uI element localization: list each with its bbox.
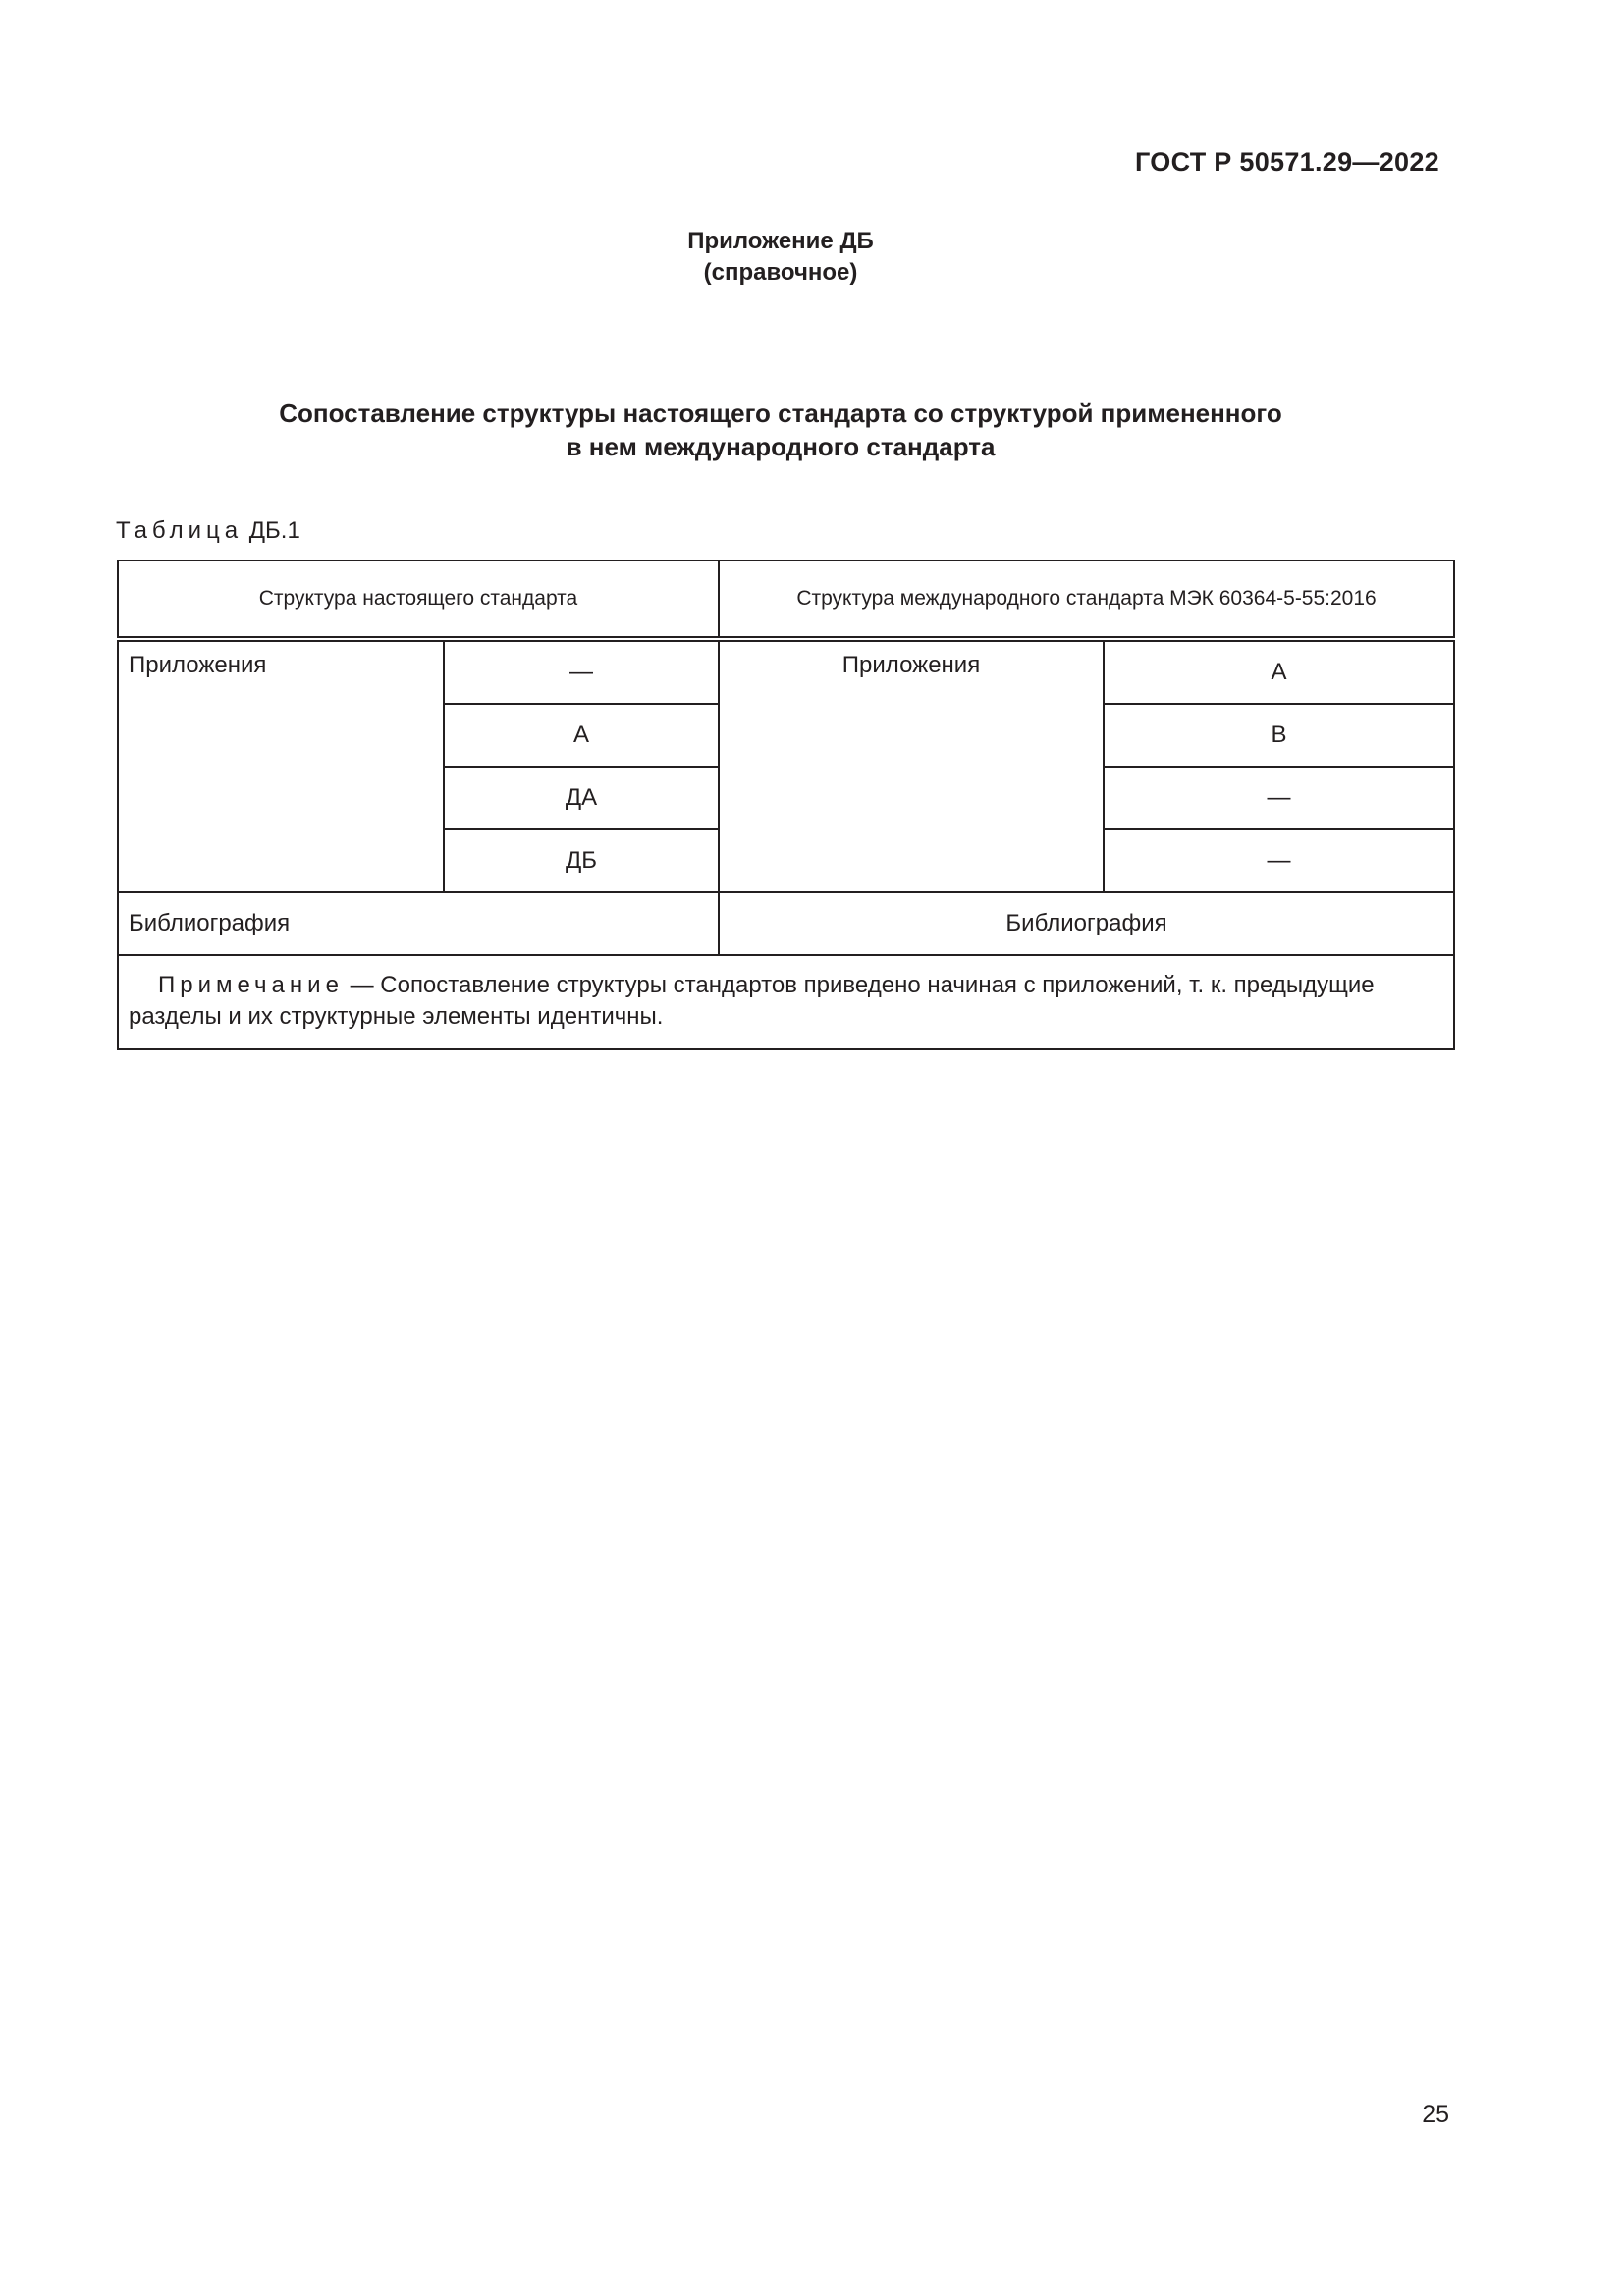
note-text: — Сопоставление структуры стандартов приведено начиная с приложений, т. к. предыдущие разделы и их структурные элементы идентичны. (129, 972, 1375, 1030)
right-annex-cell: — (1104, 767, 1454, 829)
note-label: Примечание (158, 972, 344, 998)
left-annex-cell: ДА (444, 767, 719, 829)
table-caption-label: Таблица (116, 517, 244, 544)
document-code: ГОСТ Р 50571.29—2022 (1135, 147, 1439, 177)
annex-title: Приложение ДБ (687, 228, 874, 254)
bibliography-left: Библиография (118, 892, 719, 955)
annex-kind: (справочное) (703, 259, 858, 286)
right-annex-cell: — (1104, 829, 1454, 892)
right-annex-cell: А (1104, 639, 1454, 704)
annex-heading (0, 226, 1561, 289)
left-section-label: Приложения (118, 639, 444, 892)
table-caption-number: ДБ.1 (248, 517, 300, 544)
table-note (118, 955, 1454, 1049)
left-annex-cell: ДБ (444, 829, 719, 892)
table-caption (116, 517, 300, 545)
header-national-standard: Структура настоящего стандарта (118, 561, 719, 639)
bibliography-right: Библиография (719, 892, 1454, 955)
note-row (118, 955, 1454, 1049)
table-row (118, 639, 1454, 704)
section-title-line-1: Сопоставление структуры настоящего стандарта со структурой примененного (279, 399, 1282, 428)
page-number: 25 (1422, 2101, 1449, 2128)
bibliography-row (118, 892, 1454, 955)
structure-comparison-table (117, 560, 1455, 1050)
table-header-row (118, 561, 1454, 639)
left-annex-cell: А (444, 704, 719, 767)
header-international-standard: Структура международного стандарта МЭК 60364-5-55:2016 (719, 561, 1454, 639)
right-section-label: Приложения (719, 639, 1104, 892)
section-title-line-2: в нем международного стандарта (566, 432, 996, 461)
left-annex-cell: — (444, 639, 719, 704)
right-annex-cell: В (1104, 704, 1454, 767)
section-title (0, 397, 1561, 463)
